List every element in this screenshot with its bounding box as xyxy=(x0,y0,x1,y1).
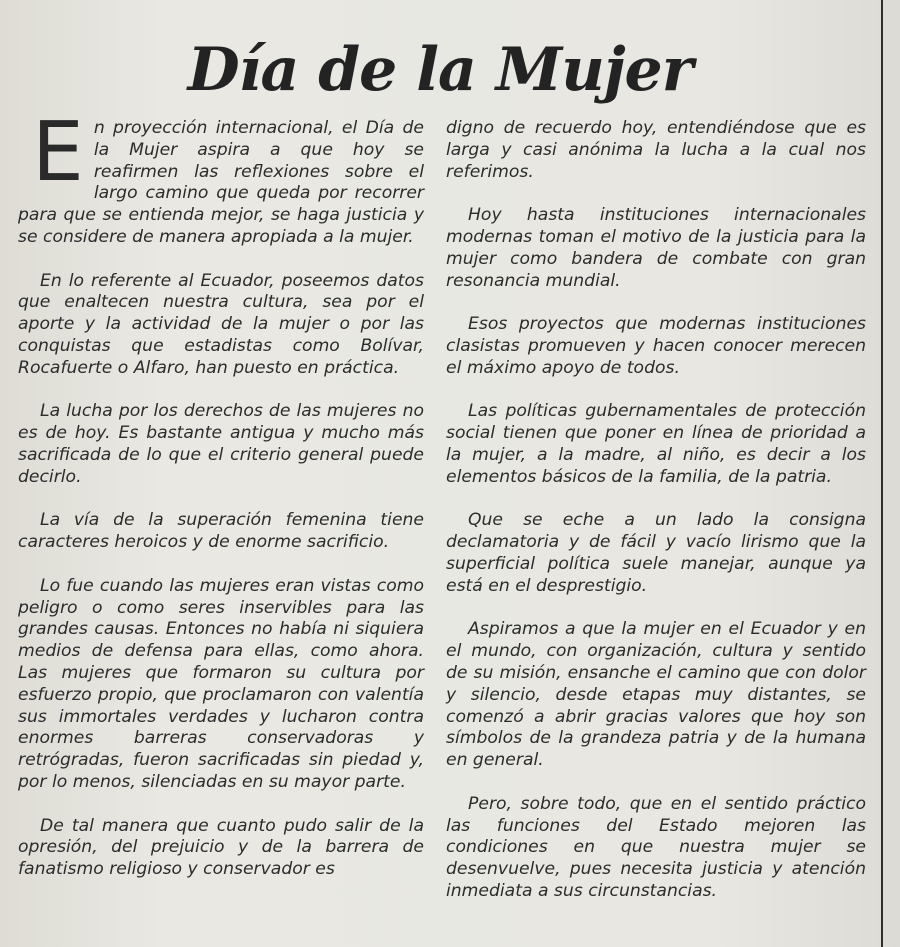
paragraph: Pero, sobre todo, que en el sentido práctico las funciones del Estado mejoren las condiciones en que nuestra mujer se desenvuelve, pues necesita justicia y atención inmediata a sus circunstancias. xyxy=(446,793,866,901)
paragraph: Las políticas gubernamentales de protección social tienen que poner en línea de prioridad a la mujer, a la madre, al niño, es decir a los elementos básicos de la familia, de la patria. xyxy=(446,401,866,487)
paragraph: Que se eche a un lado la consigna declamatoria y de fácil y vacío lirismo que la superficial política suele manejar, aunque ya está en el desprestigio. xyxy=(446,510,866,596)
paragraph: En lo referente al Ecuador, poseemos datos que enaltecen nuestra cultura, sea por el aporte y la actividad de la mujer o por las conquistas que estadistas como Bolívar, Rocafuerte o Alfaro, han puesto en práctica. xyxy=(18,270,424,378)
left-column xyxy=(18,105,424,903)
paragraph: Hoy hasta instituciones internacionales modernas toman el motivo de la justicia para la mujer como bandera de combate con gran resonancia mundial. xyxy=(446,205,866,291)
paragraph: La vía de la superación femenina tiene caracteres heroicos y de enorme sacrificio. xyxy=(18,510,424,553)
article-title: Día de la Mujer xyxy=(187,35,693,105)
paragraph-text: n proyección internacional, el Día de la Mujer aspira a que hoy se reafirmen las reflexiones sobre el largo camino que queda por recorrer para que se entienda mejor, se haga justicia y se considere de manera apropiada a la mujer. xyxy=(18,118,424,247)
paragraph: digno de recuerdo hoy, entendiéndose que es larga y casi anónima la lucha a la cual nos referimos. xyxy=(446,118,866,182)
drop-cap: E xyxy=(32,105,84,200)
paragraph: La lucha por los derechos de las mujeres no es de hoy. Es bastante antigua y mucho más sacrificada de lo que el criterio general puede decirlo. xyxy=(18,401,424,487)
paragraph: De tal manera que cuanto pudo salir de la opresión, del prejuicio y de la barrera de fanatismo religioso y conservador es xyxy=(18,815,424,880)
paragraph xyxy=(18,105,424,249)
column-rule xyxy=(881,0,883,947)
paragraph: Aspiramos a que la mujer en el Ecuador y en el mundo, con organización, cultura y sentido de su misión, ensanche el camino que con dolor y silencio, desde etapas muy distantes, se comenzó a abrir gracias valores que hoy son símbolos de la grandeza patria y de la humana en general. xyxy=(446,619,866,771)
paragraph: Esos proyectos que modernas instituciones clasistas promueven y hacen conocer merecen el máximo apoyo de todos. xyxy=(446,314,866,378)
paragraph: Lo fue cuando las mujeres eran vistas como peligro o como seres inservibles para las grandes causas. Entonces no había ni siquiera medios de defensa para ellas, como ahora. Las mujeres que formaron su cultura por esfuerzo propio, que proclamaron con valentía sus immortales verdades y lucharon contra enormes barreras conservadoras y retrógradas, fueron sacrificadas sin piedad y, por lo menos, silenciadas en su mayor parte. xyxy=(18,575,424,792)
right-column xyxy=(446,118,866,924)
